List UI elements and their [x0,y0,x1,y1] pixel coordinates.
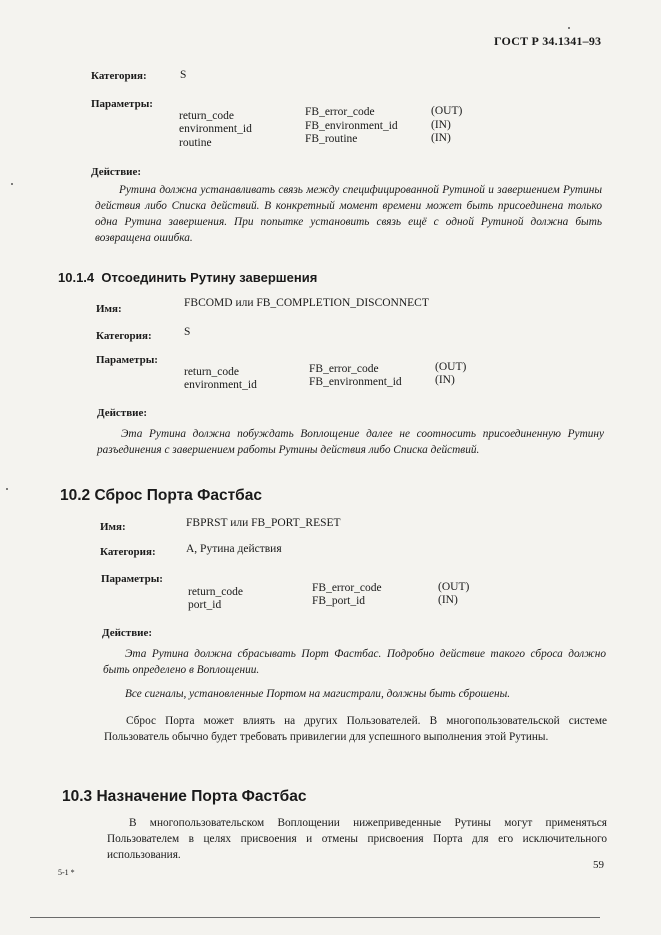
param-type: FB_error_code [309,363,379,375]
footer-mark: 5-1 * [58,868,75,877]
params-label: Параметры: [96,354,158,366]
params-label: Параметры: [101,573,163,585]
category-label: Категория: [96,330,152,342]
action-paragraph: Эта Рутина должна сбрасывать Порт Фастбас. Подробно действие такого сброса должно быть определено в Воплощении. [103,648,606,676]
scan-speck [6,488,8,490]
section-title: Сброс Порта Фастбас [94,487,262,504]
section-heading-10-2 [60,487,262,505]
param-type: FB_environment_id [309,376,402,388]
section-heading-10-1-4 [58,270,317,285]
section-number: 10.1.4 [58,270,95,285]
param-dir: (IN) [435,374,455,386]
category-label: Категория: [91,70,147,82]
param-name: environment_id [179,123,252,135]
param-type: FB_error_code [305,106,375,118]
params-label: Параметры: [91,98,153,110]
param-name: routine [179,137,212,149]
bottom-rule [30,917,600,918]
name-label: Имя: [96,303,122,315]
param-dir: (IN) [431,119,451,131]
action-label: Действие: [97,407,148,419]
param-name: environment_id [184,379,257,391]
param-type: FB_port_id [312,595,366,607]
scan-speck [11,183,13,185]
section-heading-10-3 [62,788,307,806]
section-title: Назначение Порта Фастбас [96,788,307,805]
section-title: Отсоединить Рутину завершения [101,270,318,285]
name-value: FBPRST или FB_PORT_RESET [186,517,341,529]
param-dir: (OUT) [438,581,470,593]
param-dir: (OUT) [435,361,467,373]
param-dir: (IN) [431,132,451,144]
name-label: Имя: [100,521,126,533]
category-value: S [180,69,187,81]
category-value: S [184,326,191,338]
page-number: 59 [593,859,604,871]
name-value: FBCOMD или FB_COMPLETION_DISCONNECT [184,297,429,309]
param-type: FB_environment_id [305,120,398,132]
body-paragraph: В многопользовательском Воплощении нижеприведенные Рутины могут применяться Пользователем в целях присвоения и отмены присвоения Порта для его исключительного использования. [107,817,607,861]
action-label: Действие: [91,166,142,178]
param-name: return_code [188,586,243,598]
action-label: Действие: [102,627,153,639]
gost-header: ГОСТ Р 34.1341–93 [494,34,602,48]
param-type: FB_routine [305,133,358,145]
section-number: 10.2 [60,487,91,504]
body-paragraph: Сброс Порта может влиять на других Пользователей. В многопользовательской системе Пользователь обычно будет требовать привилегии для успешного выполнения этой Рутины. [104,715,607,743]
param-dir: (OUT) [431,105,463,117]
param-name: return_code [179,110,234,122]
action-paragraph: Все сигналы, установленные Портом на магистрали, должны быть сброшены. [125,688,511,700]
section-number: 10.3 [62,788,93,805]
category-label: Категория: [100,546,156,558]
scan-speck [568,27,570,29]
category-value: A, Рутина действия [186,543,282,555]
param-name: return_code [184,366,239,378]
param-dir: (IN) [438,594,458,606]
action-paragraph: Рутина должна устанавливать связь между специфицированной Рутиной и завершением Рутины действия либо Списка действий. В конкретный момент времени может быть присоединена только одна Рутина завершения. При попытке установить связь ещё с одной Рутиной должна быть возвращена ошибка. [95,184,602,244]
param-name: port_id [188,599,222,611]
param-type: FB_error_code [312,582,382,594]
action-paragraph: Эта Рутина должна побуждать Воплощение далее не соотносить присоединенную Рутину разъединения с завершением работы Рутины действия либо Списка действий. [97,428,604,456]
